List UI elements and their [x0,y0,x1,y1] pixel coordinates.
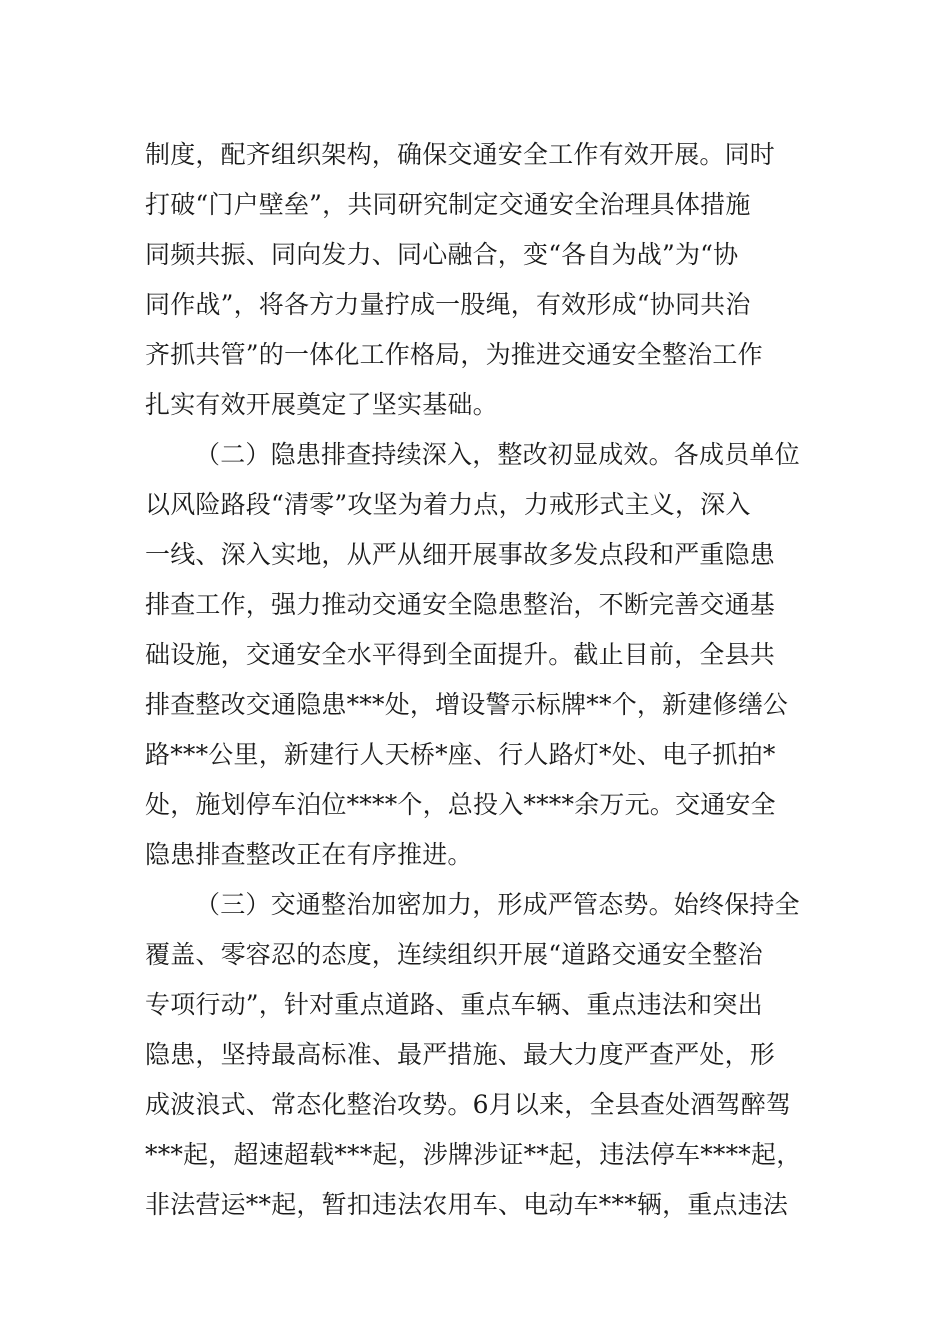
text-line: 以风险路段“清零”攻坚为着力点，力戒形式主义，深入 [145,490,751,519]
text-line: 隐患，坚持最高标准、最严措施、最大力度严查严处，形 [145,1040,776,1069]
section-heading-line: （二）隐患排查持续深入，整改初显成效。各成员单位 [195,440,800,469]
text-line: 处，施划停车泊位****个，总投入****余万元。交通安全 [145,790,776,819]
text-line: 排查整改交通隐患***处，增设警示标牌**个，新建修缮公 [145,690,789,719]
text-line: 隐患排查整改正在有序推进。 [145,840,473,869]
text-line: 扎实有效开展奠定了坚实基础。 [145,390,498,419]
text-line: ***起，超速超载***起，涉牌涉证**起，违法停车****起， [145,1140,802,1169]
text-line: 制度，配齐组织架构，确保交通安全工作有效开展。同时 [145,140,776,169]
text-line: 同作战”，将各方力量拧成一股绳，有效形成“协同共治 [145,290,751,319]
text-line: 路***公里，新建行人天桥*座、行人路灯*处、电子抓拍* [145,740,776,769]
text-line: 覆盖、零容忍的态度，连续组织开展“道路交通安全整治 [145,940,763,969]
text-line: 一线、深入实地，从严从细开展事故多发点段和严重隐患 [145,540,776,569]
text-line: 打破“门户壁垒”，共同研究制定交通安全治理具体措施 [145,190,751,219]
text-line: 排查工作，强力推动交通安全隐患整治，不断完善交通基 [145,590,776,619]
body-text [145,130,825,1230]
text-line: 齐抓共管”的一体化工作格局，为推进交通安全整治工作 [145,340,763,369]
text-line: 础设施，交通安全水平得到全面提升。截止目前，全县共 [145,640,776,669]
text-line: 专项行动”，针对重点道路、重点车辆、重点违法和突出 [145,990,763,1019]
text-line: 非法营运**起，暂扣违法农用车、电动车***辆，重点违法 [145,1190,789,1219]
text-line: 成波浪式、常态化整治攻势。6月以来，全县查处酒驾醉驾 [145,1090,792,1119]
section-heading-line: （三）交通整治加密加力，形成严管态势。始终保持全 [195,890,800,919]
text-line: 同频共振、同向发力、同心融合，变“各自为战”为“协 [145,240,739,269]
